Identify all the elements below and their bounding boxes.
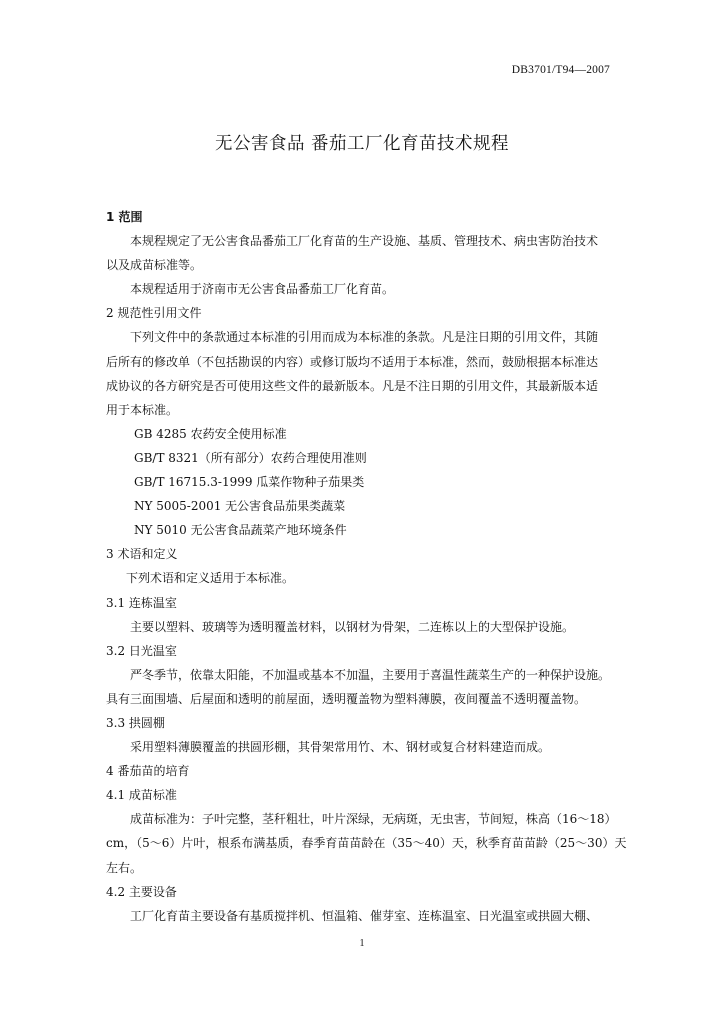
section-heading: 4.2 主要设备 <box>106 884 177 899</box>
section-heading: 4.1 成苗标准 <box>106 788 177 803</box>
paragraph-line: 下列文件中的条款通过本标准的引用而成为本标准的条款。凡是注日期的引用文件，其随 <box>130 330 599 345</box>
paragraph-line: 严冬季节，依靠太阳能，不加温或基本不加温，主要用于喜温性蔬菜生产的一种保护设施。 <box>130 667 611 682</box>
reference-item: GB/T 8321（所有部分）农药合理使用准则 <box>134 450 367 465</box>
reference-item: GB 4285 农药安全使用标准 <box>134 426 287 441</box>
paragraph-line: 具有三面围墙、后屋面和透明的前屋面，透明覆盖物为塑料薄膜，夜间覆盖不透明覆盖物。 <box>106 691 587 706</box>
paragraph-line: 以及成苗标准等。 <box>106 258 203 273</box>
paragraph-line: 后所有的修改单（不包括勘误的内容）或修订版均不适用于本标准，然而，鼓励根据本标准达 <box>106 354 599 369</box>
section-heading: 3.1 连栋温室 <box>106 595 177 610</box>
reference-item: NY 5005-2001 无公害食品茄果类蔬菜 <box>134 499 346 514</box>
section-heading: 3 术语和定义 <box>106 547 178 562</box>
paragraph-line: cm，（5～6）片叶，根系布满基质，春季育苗苗龄在（35～40）天，秋季育苗苗龄（25～30）天 <box>106 836 627 851</box>
paragraph-line: 本规程规定了无公害食品番茄工厂化育苗的生产设施、基质、管理技术、病虫害防治技术 <box>130 234 599 249</box>
standard-code: DB3701/T94—2007 <box>511 64 610 76</box>
paragraph-line: 用于本标准。 <box>106 402 179 417</box>
paragraph-line: 成苗标准为：子叶完整，茎秆粗壮，叶片深绿，无病斑，无虫害，节间短，株高（16～18） <box>130 812 617 827</box>
paragraph-line: 主要以塑料、玻璃等为透明覆盖材料，以钢材为骨架，二连栋以上的大型保护设施。 <box>130 619 575 634</box>
paragraph-line: 本规程适用于济南市无公害食品番茄工厂化育苗。 <box>130 282 395 297</box>
section-heading: 3.2 日光温室 <box>106 643 177 658</box>
paragraph-line: 下列术语和定义适用于本标准。 <box>126 571 295 586</box>
document-body <box>106 205 634 928</box>
section-heading: 2 规范性引用文件 <box>106 306 202 321</box>
reference-item: NY 5010 无公害食品蔬菜产地环境条件 <box>134 523 347 538</box>
reference-item: GB/T 16715.3-1999 瓜菜作物种子茄果类 <box>134 475 365 490</box>
paragraph-line: 工厂化育苗主要设备有基质搅拌机、恒温箱、催芽室、连栋温室、日光温室或拱圆大棚、 <box>130 908 599 923</box>
paragraph-line: 左右。 <box>106 860 143 875</box>
section-heading: 1 范围 <box>106 210 143 224</box>
section-heading: 4 番茄苗的培育 <box>106 764 190 779</box>
document-title: 无公害食品 番茄工厂化育苗技术规程 <box>214 134 510 154</box>
section-heading: 3.3 拱圆棚 <box>106 715 165 730</box>
page-number: 1 <box>359 938 365 949</box>
paragraph-line: 成协议的各方研究是否可使用这些文件的最新版本。凡是不注日期的引用文件，其最新版本适 <box>106 378 599 393</box>
paragraph-line: 采用塑料薄膜覆盖的拱圆形棚，其骨架常用竹、木、钢材或复合材料建造而成。 <box>130 740 551 755</box>
